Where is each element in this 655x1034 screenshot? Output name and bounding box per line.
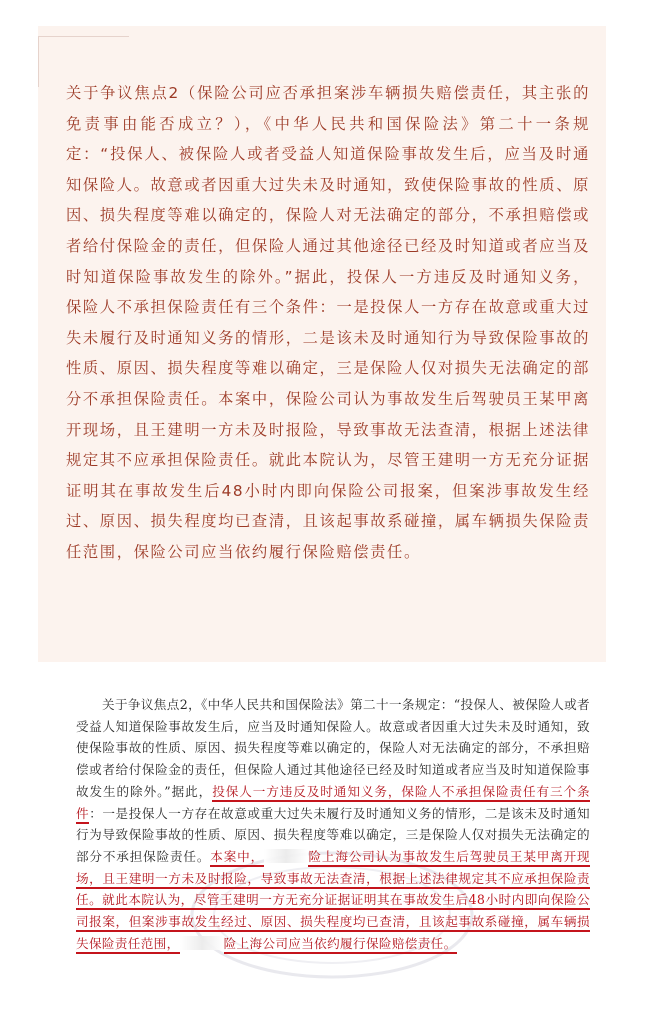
highlight-court-view: 就此本院认为，尽管王建明一方无充分证据证明其在事故发生后 — [102, 892, 468, 910]
highlight-conclusion: 险上海公司应当依约履行保险赔偿责任。 — [224, 936, 457, 954]
highlight-insurer-claim: 险上海公司认为事故发生后驾驶员王某甲离开现场，且王建明一方未及时报险，导致事故无法查清，根据上述法律规定其不应承担保险责任。 — [76, 849, 590, 910]
highlight-case: 本案中， — [210, 849, 264, 867]
highlight-conditions: 投保人一方违反及时通知义务，保险人不承担保险责任有三个条件 — [76, 784, 590, 824]
redaction-mark — [264, 849, 308, 863]
highlight-hours: 48 — [469, 892, 486, 910]
highlight-report: 小时内即向保险公司报案，但案涉事故发生经过、原因、损失程度均已查清，且该起事故系碰撞，属车辆损失保险责任范围， — [76, 892, 590, 953]
judgment-paragraph — [76, 694, 590, 954]
card-paragraph: 关于争议焦点2（保险公司应否承担案涉车辆损失赔偿责任，其主张的免责事由能否成立？），《中华人民共和国保险法》第二十一条规定：“投保人、被保险人或者受益人知道保险事故发生后，应当及时通知保险人。故意或者因重大过失未及时通知，致使保险事故的性质、原因、损失程度等难以确定的，保险人对无法确定的部分，不承担赔偿或者给付保险金的责任，但保险人通过其他途径已经及时知道或者应当及时知道保险事故发生的除外。”据此，投保人一方违反及时通知义务，保险人不承担保险责任有三个条件：一是投保人一方存在故意或重大过失未履行及时通知义务的情形，二是该未及时通知行为导致保险事故的性质、原因、损失程度等难以确定，三是保险人仅对损失无法确定的部分不承担保险责任。本案中，保险公司认为事故发生后驾驶员王某甲离开现场，且王建明一方未及时报险，导致事故无法查清，根据上述法律规定其不应承担保险责任。就此本院认为，尽管王建明一方无充分证据证明其在事故发生后48小时内即向保险公司报案，但案涉事故发生经过、原因、损失程度均已查清，且该起事故系碰撞，属车辆损失保险责任范围，保险公司应当依约履行保险赔偿责任。 — [66, 84, 590, 561]
redaction-mark-2 — [180, 936, 224, 950]
doc-text-1: 关于争议焦点2，《中华人民共和国保险法》第二十一条规定：“投保人、被保险人或者受益人知道保险事故发生后，应当及时通知保险人。故意或者因重大过失未及时通知，致使保险事故的性质、原因、损失程度等难以确定的，保险人对无法确定的部分，不承担赔偿或者给付保险金的责任，但保险人通过其他途径已经及时知道或者应当及时知道保险事故发生的除外。”据此， — [76, 697, 590, 799]
doc-text-2: ：一是投保人一方存在故意或重大过失未履行及时通知义务的情形，二是该未及时通知行为导致保险事故的性质、原因、损失程度等难以确定，三是保险人仅对损失无法确定的部分不承担保险责任。 — [76, 805, 590, 864]
